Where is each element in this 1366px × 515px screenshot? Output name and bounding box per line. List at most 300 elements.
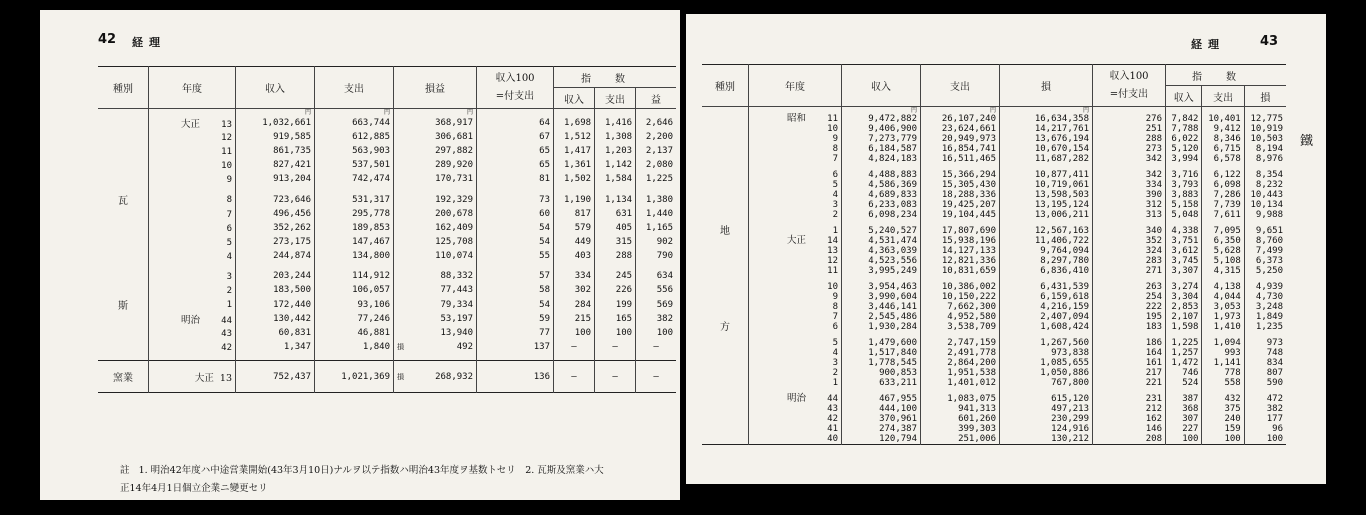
year-cell — [149, 249, 236, 263]
ratio-cell: 390 — [1093, 190, 1166, 200]
profit-cell: 13,676,194 — [1000, 134, 1093, 144]
year-value: 43 — [827, 404, 838, 414]
index-income-cell: 817 — [554, 207, 595, 221]
income-cell: 352,262 — [236, 221, 315, 235]
table-row — [702, 170, 1286, 180]
year-cell — [149, 221, 236, 235]
profit-cell: 6,836,410 — [1000, 266, 1093, 276]
era-label: 昭和 — [786, 113, 806, 124]
table-row — [98, 235, 676, 249]
unit-label: 円 — [315, 109, 394, 117]
income-cell: 1,517,840 — [842, 348, 921, 358]
ratio-cell: 334 — [1093, 180, 1166, 190]
kiln-profit — [394, 361, 477, 393]
profit-cell: 297,882 — [394, 144, 477, 158]
year-value: 13 — [221, 120, 232, 130]
header-ratio — [477, 67, 554, 109]
ratio-cell: 54 — [477, 221, 554, 235]
index-profit-cell: 4,939 — [1255, 281, 1283, 292]
year-cell — [749, 266, 842, 276]
ratio-cell: 164 — [1093, 348, 1166, 358]
header-ratio-line2: =付支出 — [495, 90, 535, 102]
table-row — [98, 116, 676, 130]
income-cell: 4,363,039 — [842, 246, 921, 256]
expense-cell: 663,744 — [315, 116, 394, 130]
year-cell — [749, 170, 842, 180]
header-profit: 損 — [1000, 65, 1093, 107]
profit-cell: 125,708 — [394, 235, 477, 249]
table-row — [98, 326, 676, 340]
income-cell: 1,778,545 — [842, 358, 921, 368]
profit-cell: 10,670,154 — [1000, 144, 1093, 154]
income-cell: 1,930,284 — [842, 322, 921, 332]
year-value: 7 — [832, 154, 838, 164]
table-row — [98, 172, 676, 186]
expense-cell: 563,903 — [315, 144, 394, 158]
category-cell — [702, 124, 749, 134]
income-cell: 4,523,556 — [842, 256, 921, 266]
expense-cell: 612,885 — [315, 130, 394, 144]
year-value: 3 — [832, 358, 838, 368]
table-row — [702, 266, 1286, 276]
income-cell: 9,472,882 — [842, 114, 921, 124]
index-expense-cell: 1,141 — [1202, 358, 1244, 368]
table-row — [702, 368, 1286, 378]
profit-cell: 9,764,094 — [1000, 246, 1093, 256]
profit-cell: 12,567,163 — [1000, 226, 1093, 236]
year-value: 2 — [226, 285, 232, 296]
table-row — [702, 348, 1286, 358]
category-cell — [98, 283, 149, 297]
income-cell: 3,990,604 — [842, 292, 921, 302]
profit-cell: 79,334 — [394, 297, 477, 312]
year-cell — [149, 269, 236, 283]
edge-character: 鐵 — [1300, 134, 1314, 149]
index-expense-cell: 10,401 — [1202, 114, 1244, 124]
table-row — [98, 144, 676, 158]
index-profit-cell: 6,373 — [1255, 255, 1283, 266]
left-table-body — [98, 109, 676, 361]
year-value: 41 — [827, 424, 838, 434]
index-income-cell: 2,853 — [1166, 302, 1202, 312]
index-profit-cell: 7,499 — [1255, 245, 1283, 256]
deficit-mark: 損 — [397, 343, 404, 351]
note-line-1: 1. 明治42年度ハ中途営業開始(43年3月10日)ナルヲ以テ指数ハ明治43年度ヲ基数トセリ 2. 瓦斯及窯業ハ大 — [138, 465, 604, 476]
year-cell — [149, 144, 236, 158]
ratio-cell: 54 — [477, 297, 554, 312]
index-expense-cell: 315 — [595, 235, 636, 249]
income-cell: 3,995,249 — [842, 266, 921, 276]
index-expense-cell: 5,628 — [1202, 246, 1244, 256]
table-row — [702, 180, 1286, 190]
index-income-cell: 746 — [1166, 368, 1202, 378]
running-head: 経理 — [132, 36, 166, 49]
kiln-index-profit: — — [653, 371, 659, 382]
unit-label: 円 — [921, 107, 1000, 115]
profit-cell: 200,678 — [394, 207, 477, 221]
category-cell — [98, 269, 149, 283]
income-cell: 4,488,883 — [842, 170, 921, 180]
ratio-cell: 137 — [477, 340, 554, 354]
index-income-cell: 334 — [554, 269, 595, 283]
profit-cell: 306,681 — [394, 130, 477, 144]
index-profit-cell: 1,225 — [645, 174, 673, 184]
closing-rule-cell — [702, 445, 1286, 447]
year-cell — [749, 378, 842, 388]
income-cell: 9,406,900 — [842, 124, 921, 134]
index-expense-cell: 4,044 — [1202, 292, 1244, 302]
index-income-cell: 3,274 — [1166, 282, 1202, 292]
header-ratio-line1: 収入100 — [1109, 70, 1149, 82]
category-cell — [98, 158, 149, 172]
profit-cell: 110,074 — [394, 249, 477, 263]
table-row — [98, 207, 676, 221]
profit-value: 492 — [456, 342, 473, 352]
category-cell — [98, 326, 149, 340]
index-expense-cell: 6,122 — [1202, 170, 1244, 180]
year-value: 10 — [827, 124, 838, 134]
ratio-cell: 273 — [1093, 144, 1166, 154]
income-cell: 6,098,234 — [842, 210, 921, 220]
table-row — [702, 190, 1286, 200]
era-label: 大正 — [194, 372, 214, 384]
category-kiln: 窯業 — [98, 361, 149, 393]
expense-cell: 12,821,336 — [921, 256, 1000, 266]
expense-cell: 2,491,778 — [921, 348, 1000, 358]
year-cell — [749, 424, 842, 434]
profit-cell: 6,159,618 — [1000, 292, 1093, 302]
right-table-body — [702, 107, 1286, 447]
header-expense: 支出 — [315, 67, 394, 109]
year-value: 3 — [226, 271, 232, 282]
index-expense-cell: 100 — [595, 326, 636, 340]
year-cell — [749, 154, 842, 164]
category-cell — [702, 180, 749, 190]
category-cell — [702, 378, 749, 388]
profit-cell: 170,731 — [394, 172, 477, 186]
table-row — [702, 200, 1286, 210]
category-cell — [702, 358, 749, 368]
table-row — [702, 144, 1286, 154]
profit-cell — [394, 340, 477, 354]
category-cell — [702, 200, 749, 210]
table-row — [98, 130, 676, 144]
expense-cell: 1,951,538 — [921, 368, 1000, 378]
ratio-cell: 183 — [1093, 322, 1166, 332]
ratio-cell: 222 — [1093, 302, 1166, 312]
index-income-cell: 7,788 — [1166, 124, 1202, 134]
index-expense-cell: 631 — [595, 207, 636, 221]
table-row — [702, 292, 1286, 302]
category-cell — [702, 210, 749, 220]
index-profit-cell: 2,646 — [645, 118, 673, 128]
ratio-cell: 162 — [1093, 414, 1166, 424]
expense-cell: 16,854,741 — [921, 144, 1000, 154]
index-expense-cell: 1,308 — [595, 130, 636, 144]
profit-cell: 88,332 — [394, 269, 477, 283]
ratio-cell: 271 — [1093, 266, 1166, 276]
year-cell — [749, 256, 842, 266]
index-expense-cell: 1,973 — [1202, 312, 1244, 322]
category-cell — [702, 134, 749, 144]
expense-cell: 15,305,430 — [921, 180, 1000, 190]
expense-cell: 18,288,336 — [921, 190, 1000, 200]
year-cell — [749, 394, 842, 404]
year-value: 5 — [226, 237, 232, 248]
ratio-cell: 58 — [477, 283, 554, 297]
year-value: 11 — [827, 266, 838, 276]
index-expense-cell: 3,053 — [1202, 302, 1244, 312]
category-cell — [702, 394, 749, 404]
year-cell — [149, 116, 236, 130]
category-cell — [98, 116, 149, 130]
index-profit-cell: 1,235 — [1255, 321, 1283, 332]
profit-cell: 230,299 — [1000, 414, 1093, 424]
income-cell: 370,961 — [842, 414, 921, 424]
header-category: 種別 — [98, 67, 149, 109]
table-row — [702, 358, 1286, 368]
profit-cell: 16,634,358 — [1000, 114, 1093, 124]
index-income-cell: 284 — [554, 297, 595, 312]
page-number: 43 — [1260, 34, 1279, 49]
ratio-cell: 65 — [477, 144, 554, 158]
income-cell: 919,585 — [236, 130, 315, 144]
table-row — [702, 236, 1286, 246]
kiln-index-income: — — [554, 361, 595, 393]
index-income-cell: 403 — [554, 249, 595, 263]
index-income-cell: — — [554, 340, 595, 354]
ratio-cell: 67 — [477, 130, 554, 144]
year-cell — [149, 207, 236, 221]
index-expense-cell: 432 — [1202, 394, 1244, 404]
kiln-section — [98, 361, 676, 395]
kiln-ratio: 136 — [477, 361, 554, 393]
ratio-cell: 57 — [477, 269, 554, 283]
table-row — [98, 297, 676, 312]
running-head: 経理 — [1191, 38, 1225, 51]
year-value: 9 — [226, 174, 232, 185]
category-cell — [702, 256, 749, 266]
ratio-cell: 283 — [1093, 256, 1166, 266]
category-cell: 瓦 — [98, 192, 149, 207]
table-row — [702, 124, 1286, 134]
index-profit-cell: 569 — [656, 299, 673, 310]
year-cell — [149, 312, 236, 326]
year-value: 12 — [827, 256, 838, 266]
profit-cell: 973,838 — [1000, 348, 1093, 358]
expense-cell: 114,912 — [315, 269, 394, 283]
ratio-cell: 340 — [1093, 226, 1166, 236]
income-cell: 172,440 — [236, 297, 315, 312]
year-value: 1 — [832, 226, 838, 236]
unit-label: 円 — [236, 109, 315, 117]
index-income-cell: 1,698 — [554, 116, 595, 130]
ratio-cell: 217 — [1093, 368, 1166, 378]
table-row — [98, 249, 676, 263]
expense-cell: 3,538,709 — [921, 322, 1000, 332]
index-profit-cell: 472 — [1266, 393, 1283, 404]
profit-cell: 13,006,211 — [1000, 210, 1093, 220]
ratio-cell: 64 — [477, 116, 554, 130]
index-income-cell: 1,472 — [1166, 358, 1202, 368]
table-row — [702, 338, 1286, 348]
category-cell — [98, 312, 149, 326]
index-income-cell: 1,417 — [554, 144, 595, 158]
unit-label: 円 — [842, 107, 921, 115]
index-profit-cell: 96 — [1272, 423, 1283, 434]
category-cell — [702, 282, 749, 292]
profit-cell: 1,267,560 — [1000, 338, 1093, 348]
income-cell: 467,955 — [842, 394, 921, 404]
year-cell — [149, 172, 236, 186]
year-value: 1 — [832, 378, 838, 388]
year-cell — [749, 114, 842, 124]
income-cell: 633,211 — [842, 378, 921, 388]
expense-cell: 17,807,690 — [921, 226, 1000, 236]
index-profit-cell: 1,849 — [1255, 311, 1283, 322]
expense-cell: 1,840 — [315, 340, 394, 354]
index-expense-cell: 778 — [1202, 368, 1244, 378]
category-cell — [98, 130, 149, 144]
index-profit-cell: 4,730 — [1255, 291, 1283, 302]
index-expense-cell: 7,611 — [1202, 210, 1244, 220]
expense-cell: 15,938,196 — [921, 236, 1000, 246]
index-profit-cell: 9,988 — [1255, 209, 1283, 220]
index-expense-cell: 7,286 — [1202, 190, 1244, 200]
year-cell — [149, 235, 236, 249]
income-cell: 4,531,474 — [842, 236, 921, 246]
index-income-cell: 368 — [1166, 404, 1202, 414]
income-cell: 2,545,486 — [842, 312, 921, 322]
index-expense-cell: 1,142 — [595, 158, 636, 172]
index-profit-cell: 100 — [1266, 433, 1283, 444]
year-cell — [749, 368, 842, 378]
index-profit-cell: 2,137 — [645, 146, 673, 156]
profit-cell: 10,877,411 — [1000, 170, 1093, 180]
income-cell: 1,347 — [236, 340, 315, 354]
table-row — [702, 256, 1286, 266]
year-cell — [749, 322, 842, 332]
profit-cell: 1,085,655 — [1000, 358, 1093, 368]
expense-cell: 941,313 — [921, 404, 1000, 414]
year-value: 4 — [832, 190, 838, 200]
ratio-cell: 276 — [1093, 114, 1166, 124]
year-cell — [149, 158, 236, 172]
ratio-cell: 251 — [1093, 124, 1166, 134]
unit-label: 円 — [394, 109, 477, 117]
year-value: 6 — [832, 322, 838, 332]
index-expense-cell: 1,584 — [595, 172, 636, 186]
index-income-cell: 3,793 — [1166, 180, 1202, 190]
profit-cell: 13,940 — [394, 326, 477, 340]
header-ratio-line2: =付支出 — [1109, 88, 1149, 100]
year-value: 4 — [226, 251, 232, 262]
ratio-cell: 342 — [1093, 154, 1166, 164]
year-value: 9 — [832, 134, 838, 144]
year-cell — [749, 434, 842, 445]
index-profit-cell: 590 — [1266, 377, 1283, 388]
index-profit-cell: 2,080 — [645, 160, 673, 170]
category-cell — [702, 190, 749, 200]
expense-cell: 19,425,207 — [921, 200, 1000, 210]
index-profit-cell: 382 — [1266, 403, 1283, 414]
header-category: 種別 — [702, 65, 749, 107]
expense-cell: 601,260 — [921, 414, 1000, 424]
profit-cell: 2,407,094 — [1000, 312, 1093, 322]
table-row — [98, 221, 676, 235]
ratio-cell: 65 — [477, 158, 554, 172]
table-row — [702, 312, 1286, 322]
index-income-cell: 524 — [1166, 378, 1202, 388]
index-expense-cell: 1,416 — [595, 116, 636, 130]
index-expense-cell: 1,094 — [1202, 338, 1244, 348]
index-expense-cell: 8,346 — [1202, 134, 1244, 144]
footnote — [120, 462, 604, 498]
income-cell: 496,456 — [236, 207, 315, 221]
index-income-cell: 227 — [1166, 424, 1202, 434]
index-income-cell: 3,994 — [1166, 154, 1202, 164]
ratio-cell: 195 — [1093, 312, 1166, 322]
table-row — [702, 114, 1286, 124]
left-data-table — [98, 66, 676, 394]
index-expense-cell: — — [595, 340, 636, 354]
index-expense-cell: 7,095 — [1202, 226, 1244, 236]
header-index: 指数 — [1166, 65, 1287, 86]
ratio-cell: 59 — [477, 312, 554, 326]
index-income-cell: 7,842 — [1166, 114, 1202, 124]
ratio-cell: 342 — [1093, 170, 1166, 180]
table-row — [702, 394, 1286, 404]
table-row — [98, 192, 676, 207]
profit-cell: 14,217,761 — [1000, 124, 1093, 134]
year-value: 13 — [827, 246, 838, 256]
year-cell — [749, 302, 842, 312]
category-cell: 地 — [702, 226, 749, 236]
ratio-cell: 81 — [477, 172, 554, 186]
left-page — [40, 10, 680, 500]
index-expense-cell: 558 — [1202, 378, 1244, 388]
year-cell — [749, 292, 842, 302]
index-expense-cell: 165 — [595, 312, 636, 326]
income-cell: 60,831 — [236, 326, 315, 340]
category-cell — [702, 154, 749, 164]
income-cell: 5,240,527 — [842, 226, 921, 236]
kiln-expense: 1,021,369 — [315, 361, 394, 393]
income-cell: 827,421 — [236, 158, 315, 172]
table-row — [98, 283, 676, 297]
header-ratio — [1093, 65, 1166, 107]
index-profit-cell: 10,134 — [1250, 199, 1283, 210]
expense-cell: 46,881 — [315, 326, 394, 340]
index-profit-cell: 177 — [1266, 413, 1283, 424]
profit-cell: 615,120 — [1000, 394, 1093, 404]
index-profit-cell: 1,380 — [645, 194, 673, 205]
income-cell: 4,824,183 — [842, 154, 921, 164]
index-income-cell: 100 — [1166, 434, 1202, 445]
ratio-cell: 231 — [1093, 394, 1166, 404]
expense-cell: 147,467 — [315, 235, 394, 249]
index-income-cell: 387 — [1166, 394, 1202, 404]
year-cell — [749, 348, 842, 358]
expense-cell: 19,104,445 — [921, 210, 1000, 220]
category-cell — [98, 249, 149, 263]
category-cell — [702, 246, 749, 256]
category-cell — [702, 434, 749, 445]
year-value: 11 — [827, 114, 838, 124]
index-profit-cell: 902 — [656, 237, 673, 247]
index-income-cell: 1,257 — [1166, 348, 1202, 358]
year-value: 5 — [832, 338, 838, 348]
